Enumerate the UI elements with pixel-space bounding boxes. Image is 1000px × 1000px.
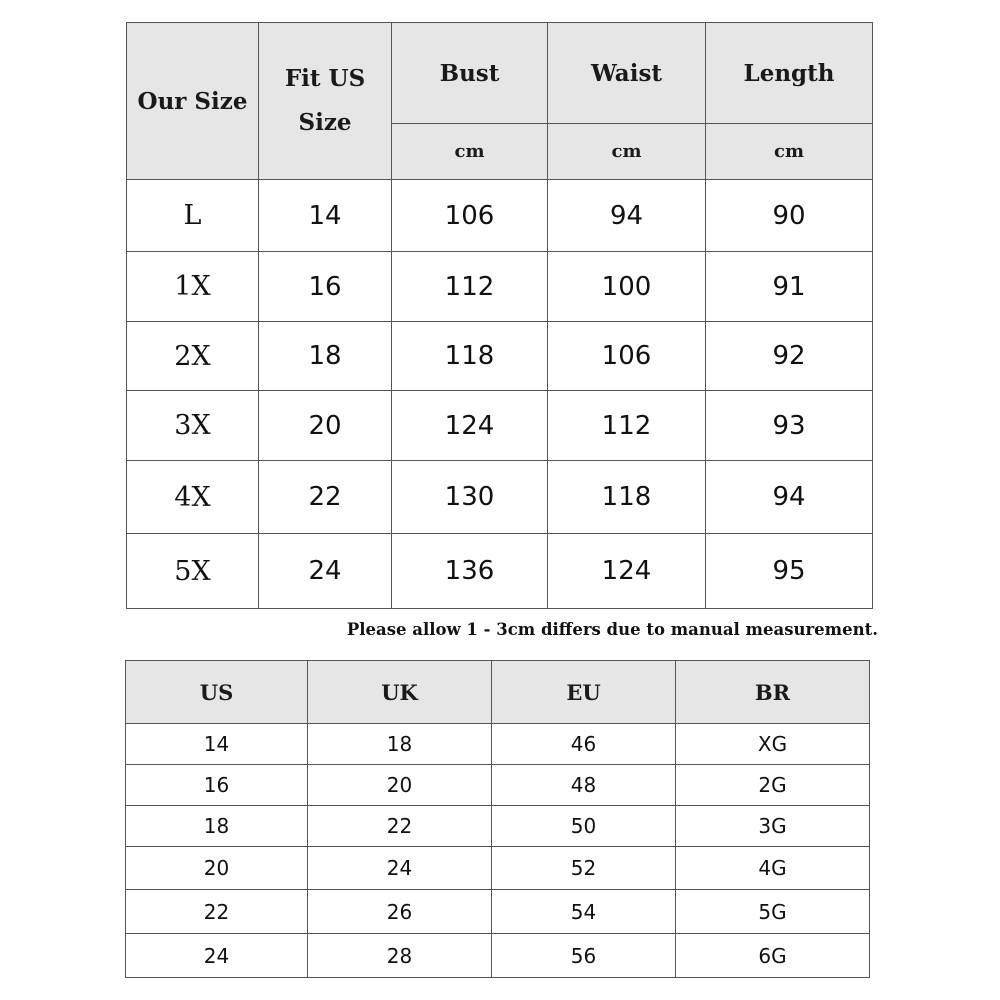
table-row (127, 180, 873, 252)
br-cell: 2G (676, 765, 870, 806)
us-cell: 20 (126, 847, 308, 890)
size-chart-table (126, 22, 873, 609)
br-cell: 6G (676, 934, 870, 978)
table-row (127, 252, 873, 322)
table-row (126, 724, 870, 765)
length-cell: 91 (706, 252, 873, 322)
header-uk: UK (308, 661, 492, 724)
table-row (127, 534, 873, 609)
eu-cell: 46 (492, 724, 676, 765)
us-cell: 14 (126, 724, 308, 765)
waist-cell: 100 (548, 252, 706, 322)
length-unit: cm (706, 124, 873, 180)
size-cell: 2X (127, 322, 259, 391)
bust-cell: 112 (392, 252, 548, 322)
uk-cell: 24 (308, 847, 492, 890)
bust-cell: 106 (392, 180, 548, 252)
br-cell: 5G (676, 890, 870, 934)
size-cell: 4X (127, 461, 259, 534)
header-us: US (126, 661, 308, 724)
fit-us-cell: 24 (259, 534, 392, 609)
size-cell: 5X (127, 534, 259, 609)
size-conversion-table (125, 660, 870, 978)
header-bust: Bust (392, 23, 548, 124)
us-cell: 24 (126, 934, 308, 978)
uk-cell: 26 (308, 890, 492, 934)
fit-us-cell: 16 (259, 252, 392, 322)
table-row (126, 847, 870, 890)
eu-cell: 52 (492, 847, 676, 890)
size-cell: 1X (127, 252, 259, 322)
eu-cell: 50 (492, 806, 676, 847)
bust-cell: 130 (392, 461, 548, 534)
measurement-note: Please allow 1 - 3cm differs due to manual measurement. (346, 620, 878, 639)
length-cell: 94 (706, 461, 873, 534)
us-cell: 18 (126, 806, 308, 847)
table-row (126, 806, 870, 847)
size-cell: L (127, 180, 259, 252)
uk-cell: 22 (308, 806, 492, 847)
length-cell: 93 (706, 391, 873, 461)
header-eu: EU (492, 661, 676, 724)
uk-cell: 20 (308, 765, 492, 806)
table-row (126, 934, 870, 978)
header-fit-us-line1: Fit US (284, 65, 366, 92)
fit-us-cell: 14 (259, 180, 392, 252)
br-cell: 3G (676, 806, 870, 847)
uk-cell: 28 (308, 934, 492, 978)
waist-cell: 94 (548, 180, 706, 252)
header-waist: Waist (548, 23, 706, 124)
table-row (127, 322, 873, 391)
us-cell: 22 (126, 890, 308, 934)
size-cell: 3X (127, 391, 259, 461)
fit-us-cell: 22 (259, 461, 392, 534)
bust-cell: 118 (392, 322, 548, 391)
eu-cell: 54 (492, 890, 676, 934)
length-cell: 92 (706, 322, 873, 391)
waist-cell: 112 (548, 391, 706, 461)
table-row (127, 391, 873, 461)
fit-us-cell: 18 (259, 322, 392, 391)
eu-cell: 56 (492, 934, 676, 978)
eu-cell: 48 (492, 765, 676, 806)
header-our-size: Our Size (127, 23, 259, 180)
waist-cell: 124 (548, 534, 706, 609)
length-cell: 95 (706, 534, 873, 609)
fit-us-cell: 20 (259, 391, 392, 461)
br-cell: XG (676, 724, 870, 765)
header-length: Length (706, 23, 873, 124)
waist-cell: 106 (548, 322, 706, 391)
table-row (127, 461, 873, 534)
br-cell: 4G (676, 847, 870, 890)
us-cell: 16 (126, 765, 308, 806)
table-row (126, 890, 870, 934)
header-fit-us-line2: Size (298, 109, 352, 136)
uk-cell: 18 (308, 724, 492, 765)
length-cell: 90 (706, 180, 873, 252)
bust-cell: 136 (392, 534, 548, 609)
bust-cell: 124 (392, 391, 548, 461)
bust-unit: cm (392, 124, 548, 180)
header-br: BR (676, 661, 870, 724)
waist-unit: cm (548, 124, 706, 180)
table-row (126, 765, 870, 806)
header-fit-us-size (259, 23, 392, 180)
waist-cell: 118 (548, 461, 706, 534)
